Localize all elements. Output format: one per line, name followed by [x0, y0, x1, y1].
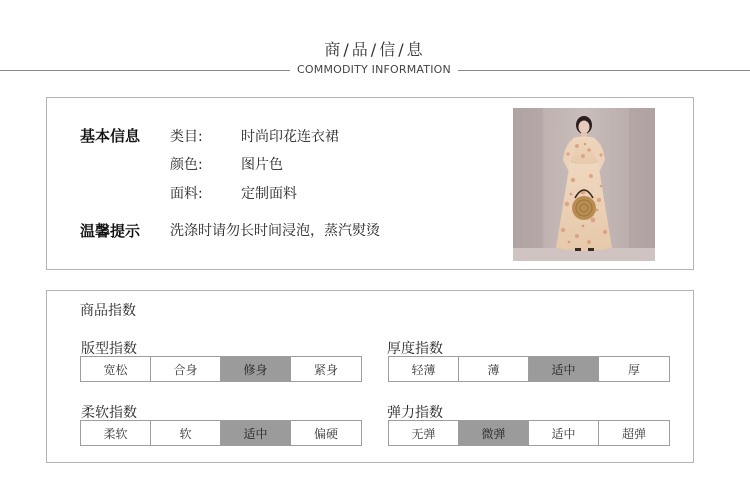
- softness-option: 软: [151, 421, 221, 445]
- thickness-index-scale: [388, 356, 670, 382]
- softness-option: 适中: [221, 421, 291, 445]
- product-index-title: 商品指数: [80, 303, 136, 319]
- fit-index-scale: [80, 356, 362, 382]
- thickness-index-title: 厚度指数: [387, 341, 443, 357]
- fit-option: 合身: [151, 357, 221, 381]
- fabric-value: 定制面料: [241, 186, 297, 202]
- color-value: 图片色: [241, 157, 283, 173]
- fit-option: 修身: [221, 357, 291, 381]
- header-divider-right: [458, 70, 750, 71]
- elasticity-option: 适中: [529, 421, 599, 445]
- softness-index-title: 柔软指数: [81, 405, 137, 421]
- color-label: 颜色:: [170, 157, 203, 173]
- product-photo: [513, 108, 655, 261]
- fabric-label: 面料:: [170, 186, 203, 202]
- elasticity-option: 微弹: [459, 421, 529, 445]
- basic-info-label: 基本信息: [80, 127, 141, 145]
- category-value: 时尚印花连衣裙: [241, 129, 339, 145]
- category-label: 类目:: [170, 129, 203, 145]
- softness-index-scale: [80, 420, 362, 446]
- fit-option: 宽松: [81, 357, 151, 381]
- thickness-option: 轻薄: [389, 357, 459, 381]
- thickness-option: 厚: [599, 357, 669, 381]
- softness-option: 偏硬: [291, 421, 361, 445]
- thickness-option: 适中: [529, 357, 599, 381]
- care-tip-value: 洗涤时请勿长时间浸泡，蒸汽熨烫: [170, 223, 380, 239]
- thickness-option: 薄: [459, 357, 529, 381]
- elasticity-index-title: 弹力指数: [387, 405, 443, 421]
- softness-option: 柔软: [81, 421, 151, 445]
- elasticity-option: 超弹: [599, 421, 669, 445]
- care-tip-label: 温馨提示: [80, 222, 141, 240]
- elasticity-option: 无弹: [389, 421, 459, 445]
- fit-index-title: 版型指数: [81, 341, 137, 357]
- fit-option: 紧身: [291, 357, 361, 381]
- section-subtitle: COMMODITY INFORMATION: [297, 63, 451, 76]
- elasticity-index-scale: [388, 420, 670, 446]
- section-title: 商/品/信/息: [324, 40, 426, 59]
- header-divider-left: [0, 70, 290, 71]
